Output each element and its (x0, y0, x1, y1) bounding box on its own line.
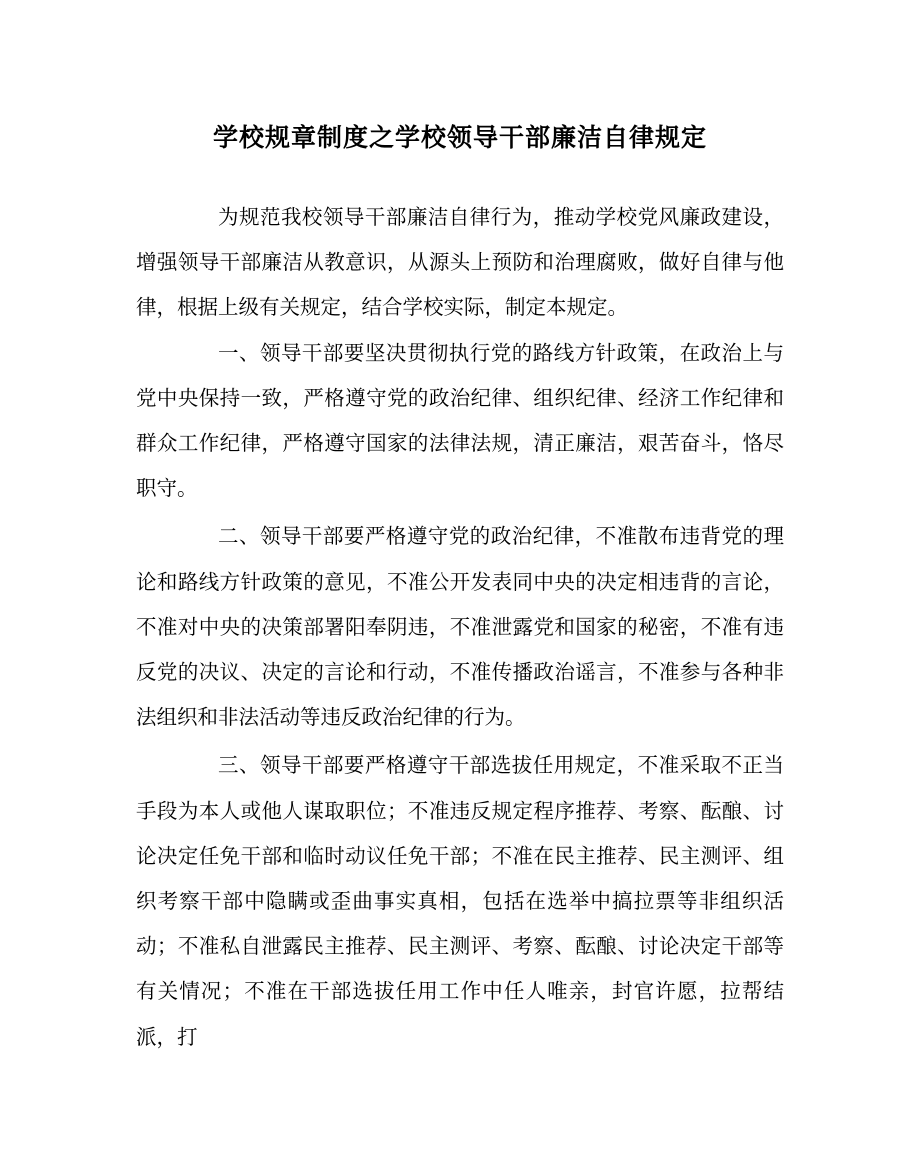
paragraph-article-3: 三、领导干部要严格遵守干部选拔任用规定，不准采取不正当手段为本人或他人谋取职位；不准违反规定程序推荐、考察、酝酿、讨论决定任免干部和临时动议任免干部；不准在民主推荐、民主测评、组织考察干部中隐瞒或歪曲事实真相，包括在选举中搞拉票等非组织活动；不准私自泄露民主推荐、民主测评、考察、酝酿、讨论决定干部等有关情况；不准在干部选拔任用工作中任人唯亲，封官许愿，拉帮结派，打 (136, 753, 784, 1049)
paragraph-intro: 为规范我校领导干部廉洁自律行为，推动学校党风廉政建设，增强领导干部廉洁从教意识，从源头上预防和治理腐败，做好自律与他律，根据上级有关规定，结合学校实际，制定本规定。 (136, 205, 784, 320)
paragraph-article-2: 二、领导干部要严格遵守党的政治纪律，不准散布违背党的理论和路线方针政策的意见，不准公开发表同中央的决定相违背的言论，不准对中央的决策部署阳奉阴违，不准泄露党和国家的秘密，不准有违反党的决议、决定的言论和行动，不准传播政治谣言，不准参与各种非法组织和非法活动等违反政治纪律的行为。 (136, 524, 784, 730)
document-body (136, 195, 784, 1060)
document-title: 学校规章制度之学校领导干部廉洁自律规定 (212, 123, 707, 152)
paragraph-article-1: 一、领导干部要坚决贯彻执行党的路线方针政策，在政治上与党中央保持一致，严格遵守党的政治纪律、组织纪律、经济工作纪律和群众工作纪律，严格遵守国家的法律法规，清正廉洁，艰苦奋斗，恪尽职守。 (136, 340, 784, 501)
